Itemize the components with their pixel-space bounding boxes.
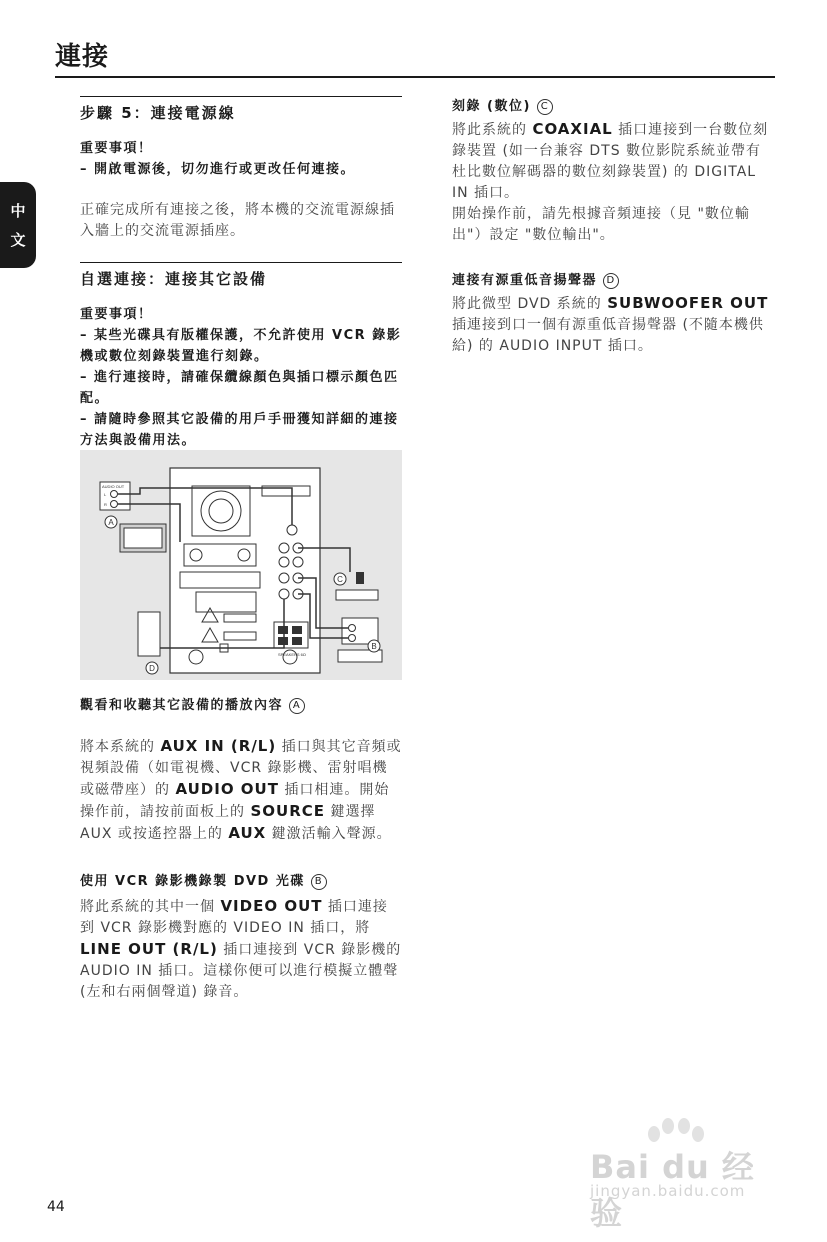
- optional-important: 重要事項！: [80, 307, 153, 322]
- watch-text: 插口相連。開始操作前，請按前面板上的: [80, 782, 390, 820]
- watch-bold: SOURCE: [250, 802, 325, 820]
- vcr-text: 將此系統的其中一個: [80, 899, 221, 915]
- step5-title: 步驟 5：連接電源線: [80, 104, 236, 122]
- watch-text: 將本系統的: [80, 739, 161, 755]
- page-number: 44: [47, 1199, 65, 1215]
- watch-text: 鍵選擇 AUX 或按遙控器上的: [80, 804, 376, 842]
- terminal-icon: [292, 637, 302, 645]
- subwoofer-heading: [452, 270, 774, 291]
- left-lower-column: [80, 695, 402, 1003]
- aux-panel-label: AUDIO OUT: [102, 484, 125, 489]
- right-column: [452, 96, 774, 357]
- aux-left-label: L: [104, 492, 107, 497]
- watch-bold: AUDIO OUT: [175, 780, 279, 798]
- subwoofer-title: 連接有源重低音揚聲器: [452, 273, 598, 288]
- section-rule: [80, 96, 402, 97]
- record-title: 刻錄 (數位): [452, 99, 531, 114]
- speakers-label: SPEAKERS 6Ω: [278, 652, 306, 657]
- watch-bold: AUX IN (R/L): [160, 737, 277, 755]
- subwoofer-mark: D: [603, 273, 619, 289]
- subwoofer-body: [452, 293, 774, 357]
- subwoofer-bold: SUBWOOFER OUT: [607, 294, 769, 312]
- watch-text: 插口與其它音頻或視頻設備（如電視機、VCR 錄影機、雷射唱機或磁帶座）的: [80, 739, 402, 798]
- aux-right-label: R: [104, 502, 107, 507]
- label-a: A: [108, 518, 114, 527]
- vcr-text: 插口連接到 VCR 錄影機對應的 VIDEO IN 插口，將: [80, 899, 388, 936]
- watch-heading: [80, 695, 402, 716]
- terminal-icon: [292, 626, 302, 634]
- step5-warning: – 開啟電源後，切勿進行或更改任何連接。: [80, 162, 356, 177]
- page-title: 連接: [55, 42, 110, 72]
- record-text: 插口連接到一台數位刻錄裝置 (如一台兼容 DTS 數位影院系統並帶有杜比數位解碼器的數位刻錄裝置) 的 DIGITAL IN 插口。: [452, 122, 769, 201]
- terminal-icon: [278, 626, 288, 634]
- record-mark: C: [537, 99, 553, 115]
- optional-note: – 進行連接時，請確保纜線顏色與插口標示顏色匹配。: [80, 370, 399, 406]
- vcr-body: [80, 896, 402, 1003]
- info-plate: [224, 632, 256, 640]
- record-heading: [452, 96, 774, 117]
- watermark-url: jingyan.baidu.com: [590, 1182, 746, 1200]
- record-bold: COAXIAL: [532, 120, 613, 138]
- connection-diagram: [80, 450, 402, 680]
- watch-title: 觀看和收聽其它設備的播放內容: [80, 698, 284, 713]
- terminal-icon: [278, 637, 288, 645]
- info-plate: [224, 614, 256, 622]
- optional-note: – 某些光碟具有版權保護，不允許使用 VCR 錄影機或數位刻錄裝置進行刻錄。: [80, 328, 402, 364]
- digital-recorder-icon: [336, 590, 378, 600]
- language-tab-char: 文: [10, 231, 26, 249]
- connection-diagram-svg: [80, 450, 402, 680]
- vcr-title: 使用 VCR 錄影機錄製 DVD 光碟: [80, 874, 305, 889]
- left-column: [80, 96, 402, 451]
- label-c: C: [337, 575, 343, 584]
- baidu-watermark: [590, 1118, 780, 1232]
- language-tab-char: 中: [10, 202, 26, 220]
- voltage-panel: [196, 592, 256, 612]
- tv-screen-icon: [124, 528, 162, 548]
- watch-bold: AUX: [228, 824, 267, 842]
- step5-important: 重要事項！: [80, 141, 153, 156]
- watch-mark: A: [289, 698, 305, 714]
- title-rule: [55, 76, 775, 78]
- watch-text: 鍵激活輸入聲源。: [266, 826, 392, 842]
- vcr-heading: [80, 871, 402, 892]
- section-rule: [80, 262, 402, 263]
- optional-title: 自選連接：連接其它設備: [80, 270, 268, 288]
- label-b: B: [371, 642, 377, 651]
- subwoofer-icon: [138, 612, 160, 656]
- record-body: [452, 119, 774, 204]
- record-text: 將此系統的: [452, 122, 533, 138]
- watch-body: [80, 736, 402, 845]
- antenna-panel: [184, 544, 256, 566]
- step5-body: 正確完成所有連接之後，將本機的交流電源線插入牆上的交流電源插座。: [80, 202, 395, 239]
- vcr-bold: VIDEO OUT: [220, 897, 323, 915]
- panel-slot: [180, 572, 260, 588]
- vcr-mark: B: [311, 874, 327, 890]
- label-d: D: [149, 664, 155, 673]
- coax-plug-icon: [356, 572, 364, 584]
- record-note: 開始操作前，請先根據音頻連接（見 "數位輸出"）設定 "數位輸出"。: [452, 206, 750, 243]
- watermark-main: Bai du 经验: [590, 1148, 755, 1232]
- vcr-text: 插口連接到 VCR 錄影機的 AUDIO IN 插口。這樣你便可以進行模擬立體聲 (左和右兩個聲道) 錄音。: [80, 942, 402, 1000]
- subwoofer-text: 插連接到口一個有源重低音揚聲器 (不隨本機供給) 的 AUDIO INPUT 插口。: [452, 317, 764, 354]
- optional-note: – 請隨時參照其它設備的用戶手冊獲知詳細的連接方法與設備用法。: [80, 412, 399, 448]
- vcr-bold: LINE OUT (R/L): [80, 940, 218, 958]
- language-tab: [0, 182, 36, 268]
- subwoofer-text: 將此微型 DVD 系統的: [452, 296, 608, 312]
